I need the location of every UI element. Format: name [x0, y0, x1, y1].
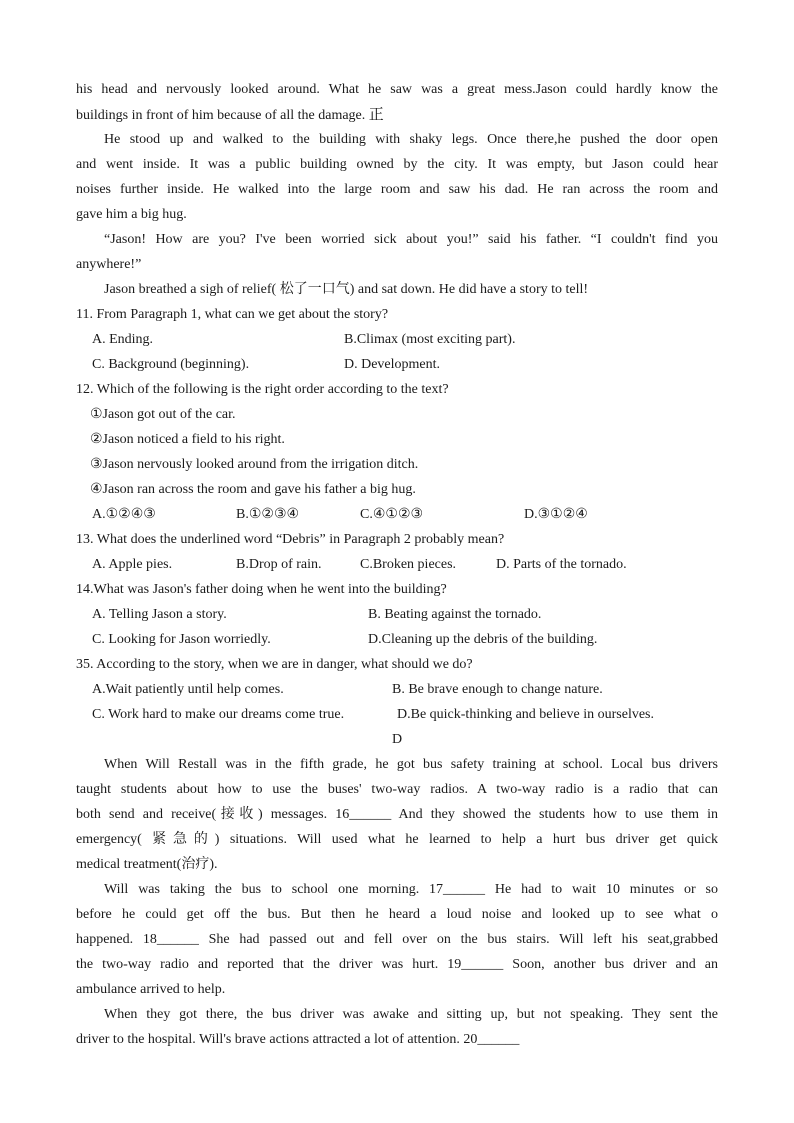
question-11-options-row	[76, 327, 718, 352]
story-line: anywhere!”	[76, 257, 142, 272]
passage-line: driver to the hospital. Will's brave actions attracted a lot of attention. 20______	[76, 1032, 520, 1047]
question-12-options-row	[76, 502, 718, 527]
option-d[interactable]: D.Be quick-thinking and believe in ourselves.	[397, 707, 654, 722]
passage-line: Will was taking the bus to school one morning. 17______ He had to wait 10 minutes or so	[104, 882, 718, 897]
option-b[interactable]: B.Climax (most exciting part).	[344, 332, 516, 347]
option-a[interactable]: A. Apple pies.	[92, 557, 173, 572]
option-c[interactable]: C. Work hard to make our dreams come true.	[92, 707, 345, 722]
passage-line: the two-way radio and reported that the driver was hurt. 19______ Soon, another bus driver and an	[76, 957, 718, 972]
question-35-options-row	[76, 702, 718, 727]
event-statement: ①Jason got out of the car.	[90, 407, 236, 422]
passage-line: emergency( 紧急的) situations. Will used what he learned to help a hurt bus driver get quick	[76, 832, 718, 847]
story-line: noises further inside. He walked into the large room and saw his dad. He ran across the room and	[76, 182, 718, 197]
question-14-options-row	[76, 602, 718, 627]
event-statement: ②Jason noticed a field to his right.	[90, 432, 285, 447]
option-b[interactable]: B.①②③④	[236, 507, 300, 522]
passage-line: taught students about how to use the buses' two-way radios. A two-way radio is a radio that can	[76, 782, 718, 797]
option-d[interactable]: D. Parts of the tornado.	[496, 557, 627, 572]
event-statement: ④Jason ran across the room and gave his father a big hug.	[90, 482, 416, 497]
option-d[interactable]: D. Development.	[344, 357, 441, 372]
option-a[interactable]: A. Telling Jason a story.	[92, 607, 227, 622]
option-c[interactable]: C.④①②③	[360, 507, 424, 522]
passage-line: ambulance arrived to help.	[76, 982, 226, 997]
section-heading: D	[391, 732, 403, 747]
question-14-stem: 14.What was Jason's father doing when he went into the building?	[76, 582, 447, 597]
question-35-stem: 35. According to the story, when we are in danger, what should we do?	[76, 657, 473, 672]
handwritten-mark: 正	[368, 105, 384, 123]
option-c[interactable]: C. Looking for Jason worriedly.	[92, 632, 271, 647]
passage-line: before he could get off the bus. But then he heard a loud noise and looked up to see what o	[76, 907, 718, 922]
question-11-options-row	[76, 352, 718, 377]
event-statement: ③Jason nervously looked around from the irrigation ditch.	[90, 457, 419, 472]
option-a[interactable]: A.①②④③	[92, 507, 156, 522]
story-line: “Jason! How are you? I've been worried sick about you!” said his father. “I couldn't find you	[104, 232, 718, 247]
story-line: gave him a big hug.	[76, 207, 187, 222]
option-b[interactable]: B. Beating against the tornado.	[368, 607, 542, 622]
option-a[interactable]: A. Ending.	[92, 332, 154, 347]
option-c[interactable]: C. Background (beginning).	[92, 357, 250, 372]
passage-line: When they got there, the bus driver was awake and sitting up, but not speaking. They sent the	[104, 1007, 718, 1022]
story-line: He stood up and walked to the building with shaky legs. Once there,he pushed the door open	[104, 132, 718, 147]
question-14-options-row	[76, 627, 718, 652]
question-35-options-row	[76, 677, 718, 702]
question-13-stem: 13. What does the underlined word “Debris” in Paragraph 2 probably mean?	[76, 532, 505, 547]
story-line: his head and nervously looked around. What he saw was a great mess.Jason could hardly know the	[76, 82, 718, 97]
story-line: buildings in front of him because of all the damage. 正	[76, 105, 384, 123]
option-d[interactable]: D.Cleaning up the debris of the building.	[368, 632, 598, 647]
option-b[interactable]: B.Drop of rain.	[236, 557, 322, 572]
exam-page	[76, 77, 718, 1052]
question-13-options-row	[76, 552, 718, 577]
passage-line: both send and receive(接收) messages. 16______ And they showed the students how to use them in	[76, 807, 718, 822]
question-11-stem: 11. From Paragraph 1, what can we get about the story?	[76, 307, 389, 322]
story-line: Jason breathed a sigh of relief( 松了一口气) and sat down. He did have a story to tell!	[104, 282, 589, 297]
option-d[interactable]: D.③①②④	[524, 507, 588, 522]
passage-line: When Will Restall was in the fifth grade, he got bus safety training at school. Local bus drivers	[104, 757, 718, 772]
option-b[interactable]: B. Be brave enough to change nature.	[392, 682, 603, 697]
passage-line: medical treatment(治疗).	[76, 857, 218, 872]
story-line: and went inside. It was a public building owned by the city. It was empty, but Jason could hear	[76, 157, 718, 172]
option-a[interactable]: A.Wait patiently until help comes.	[92, 682, 284, 697]
passage-line: happened. 18______ She had passed out and fell over on the bus stairs. Will left his seat,grabbed	[76, 932, 718, 947]
option-c[interactable]: C.Broken pieces.	[360, 557, 457, 572]
question-12-stem: 12. Which of the following is the right order according to the text?	[76, 382, 449, 397]
